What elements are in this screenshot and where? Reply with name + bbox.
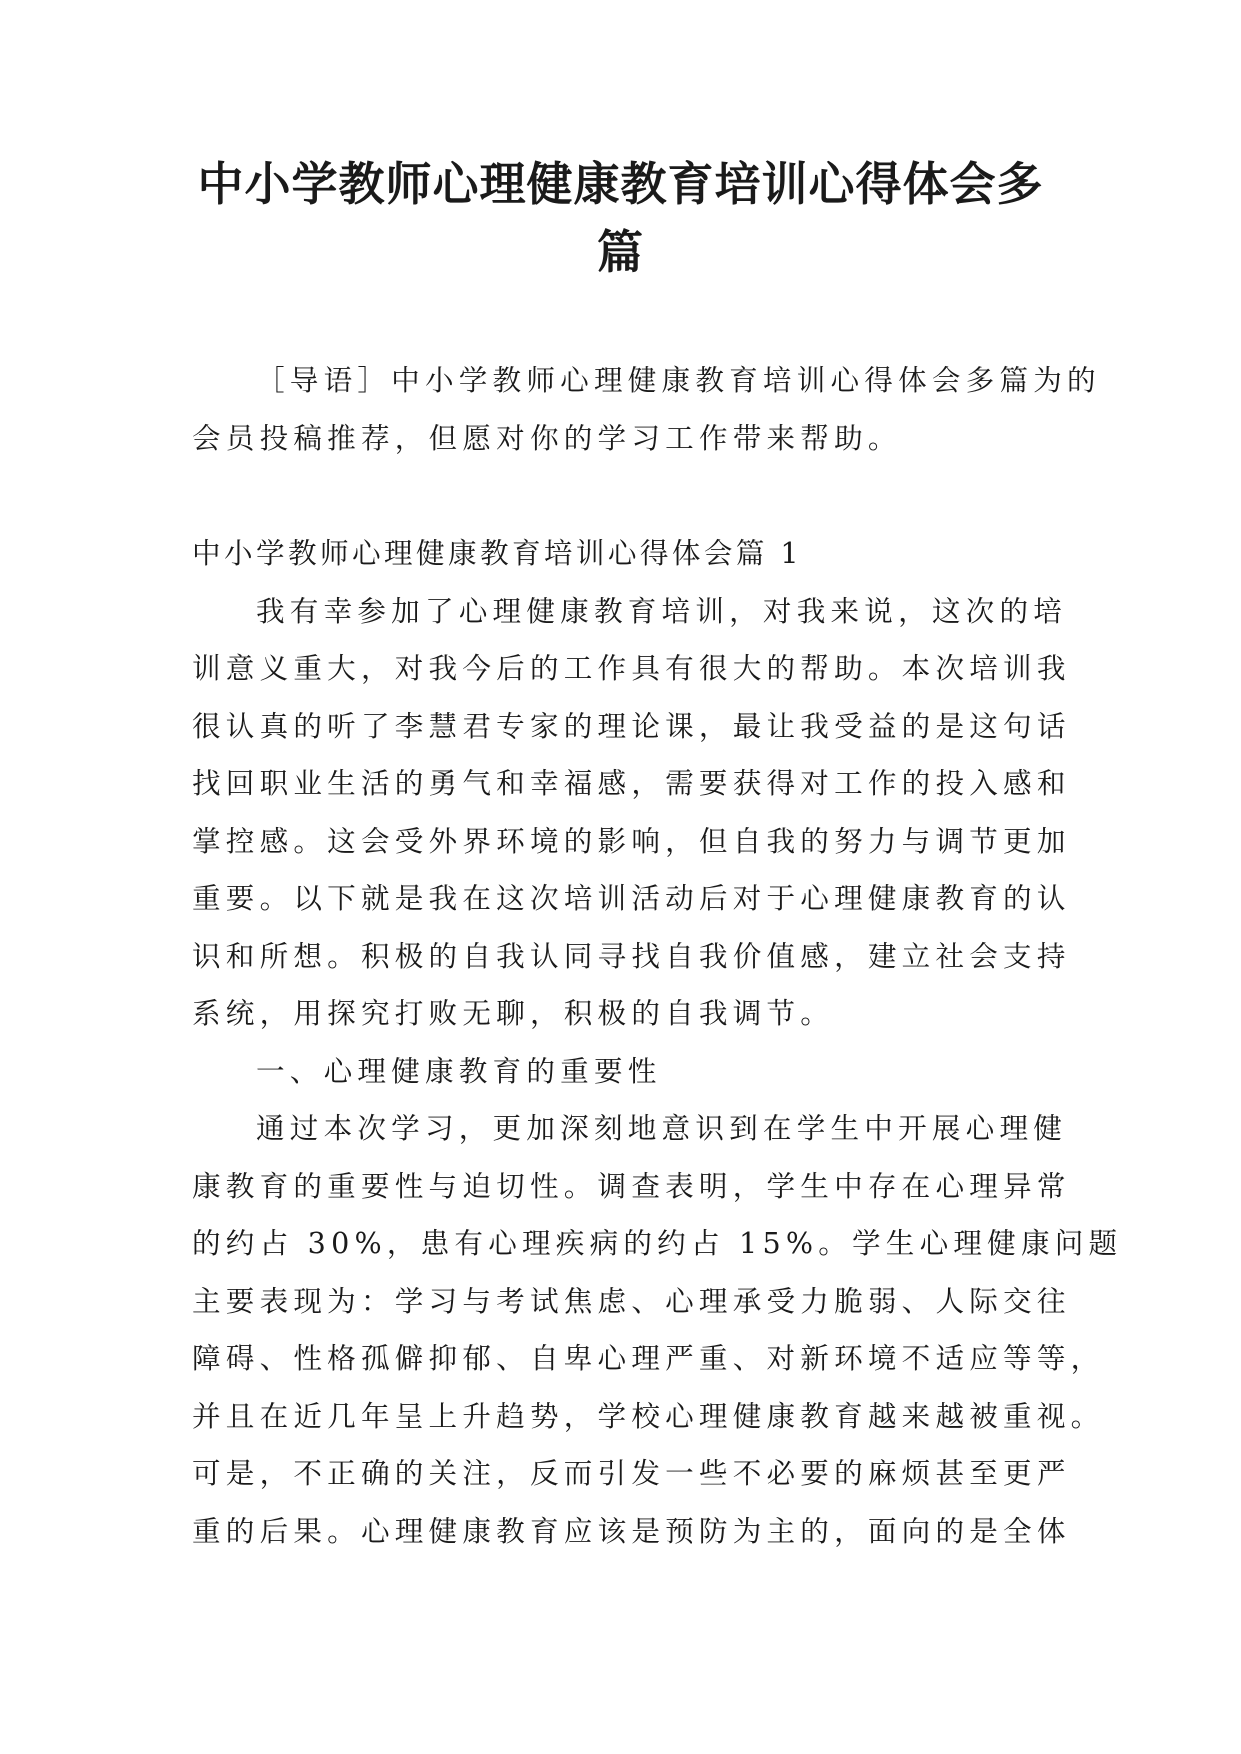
section-body <box>192 525 1123 1560</box>
paragraph-line: 掌控感。这会受外界环境的影响，但自我的努力与调节更加 <box>192 823 1071 858</box>
paragraph-line: 康教育的重要性与迫切性。调查表明，学生中存在心理异常 <box>192 1168 1071 1203</box>
paragraph-line: 训意义重大，对我今后的工作具有很大的帮助。本次培训我 <box>192 651 1071 685</box>
document-title <box>190 150 1051 286</box>
paragraph-line: 我有幸参加了心理健康教育培训，对我来说，这次的培 <box>256 593 1068 628</box>
paragraph-line: 重要。以下就是我在这次培训活动后对于心理健康教育的认 <box>192 881 1071 915</box>
paragraph-line: 通过本次学习，更加深刻地意识到在学生中开展心理健 <box>256 1111 1068 1145</box>
paragraph-line: 重的后果。心理健康教育应该是预防为主的，面向的是全体 <box>192 1513 1071 1548</box>
paragraph-line: 主要表现为：学习与考试焦虑、心理承受力脆弱、人际交往 <box>192 1283 1071 1318</box>
intro-line: 会员投稿推荐，但愿对你的学习工作带来帮助。 <box>192 420 902 455</box>
section-heading: 中小学教师心理健康教育培训心得体会篇 1 <box>192 536 802 570</box>
paragraph-line: 可是，不正确的关注，反而引发一些不必要的麻烦甚至更严 <box>192 1456 1071 1490</box>
paragraph-line: 障碍、性格孤僻抑郁、自卑心理严重、对新环境不适应等等， <box>192 1341 1105 1375</box>
title-line-1: 中小学教师心理健康教育培训心得体会多 <box>197 157 1044 211</box>
intro-line: ［导语］中小学教师心理健康教育培训心得体会多篇为的 <box>256 363 1101 397</box>
paragraph-line: 并且在近几年呈上升趋势，学校心理健康教育越来越被重视。 <box>192 1398 1105 1433</box>
subheading: 一、心理健康教育的重要性 <box>256 1053 662 1088</box>
title-line-2: 篇 <box>597 225 644 279</box>
intro-paragraph <box>192 352 1101 467</box>
paragraph-line: 找回职业生活的勇气和幸福感，需要获得对工作的投入感和 <box>192 766 1071 800</box>
paragraph-line: 很认真的听了李慧君专家的理论课，最让我受益的是这句话 <box>192 708 1071 743</box>
paragraph-line: 的约占 30%，患有心理疾病的约占 15%。学生心理健康问题 <box>192 1226 1123 1260</box>
paragraph-line: 识和所想。积极的自我认同寻找自我价值感，建立社会支持 <box>192 938 1071 973</box>
paragraph-line: 系统，用探究打败无聊，积极的自我调节。 <box>192 996 835 1030</box>
